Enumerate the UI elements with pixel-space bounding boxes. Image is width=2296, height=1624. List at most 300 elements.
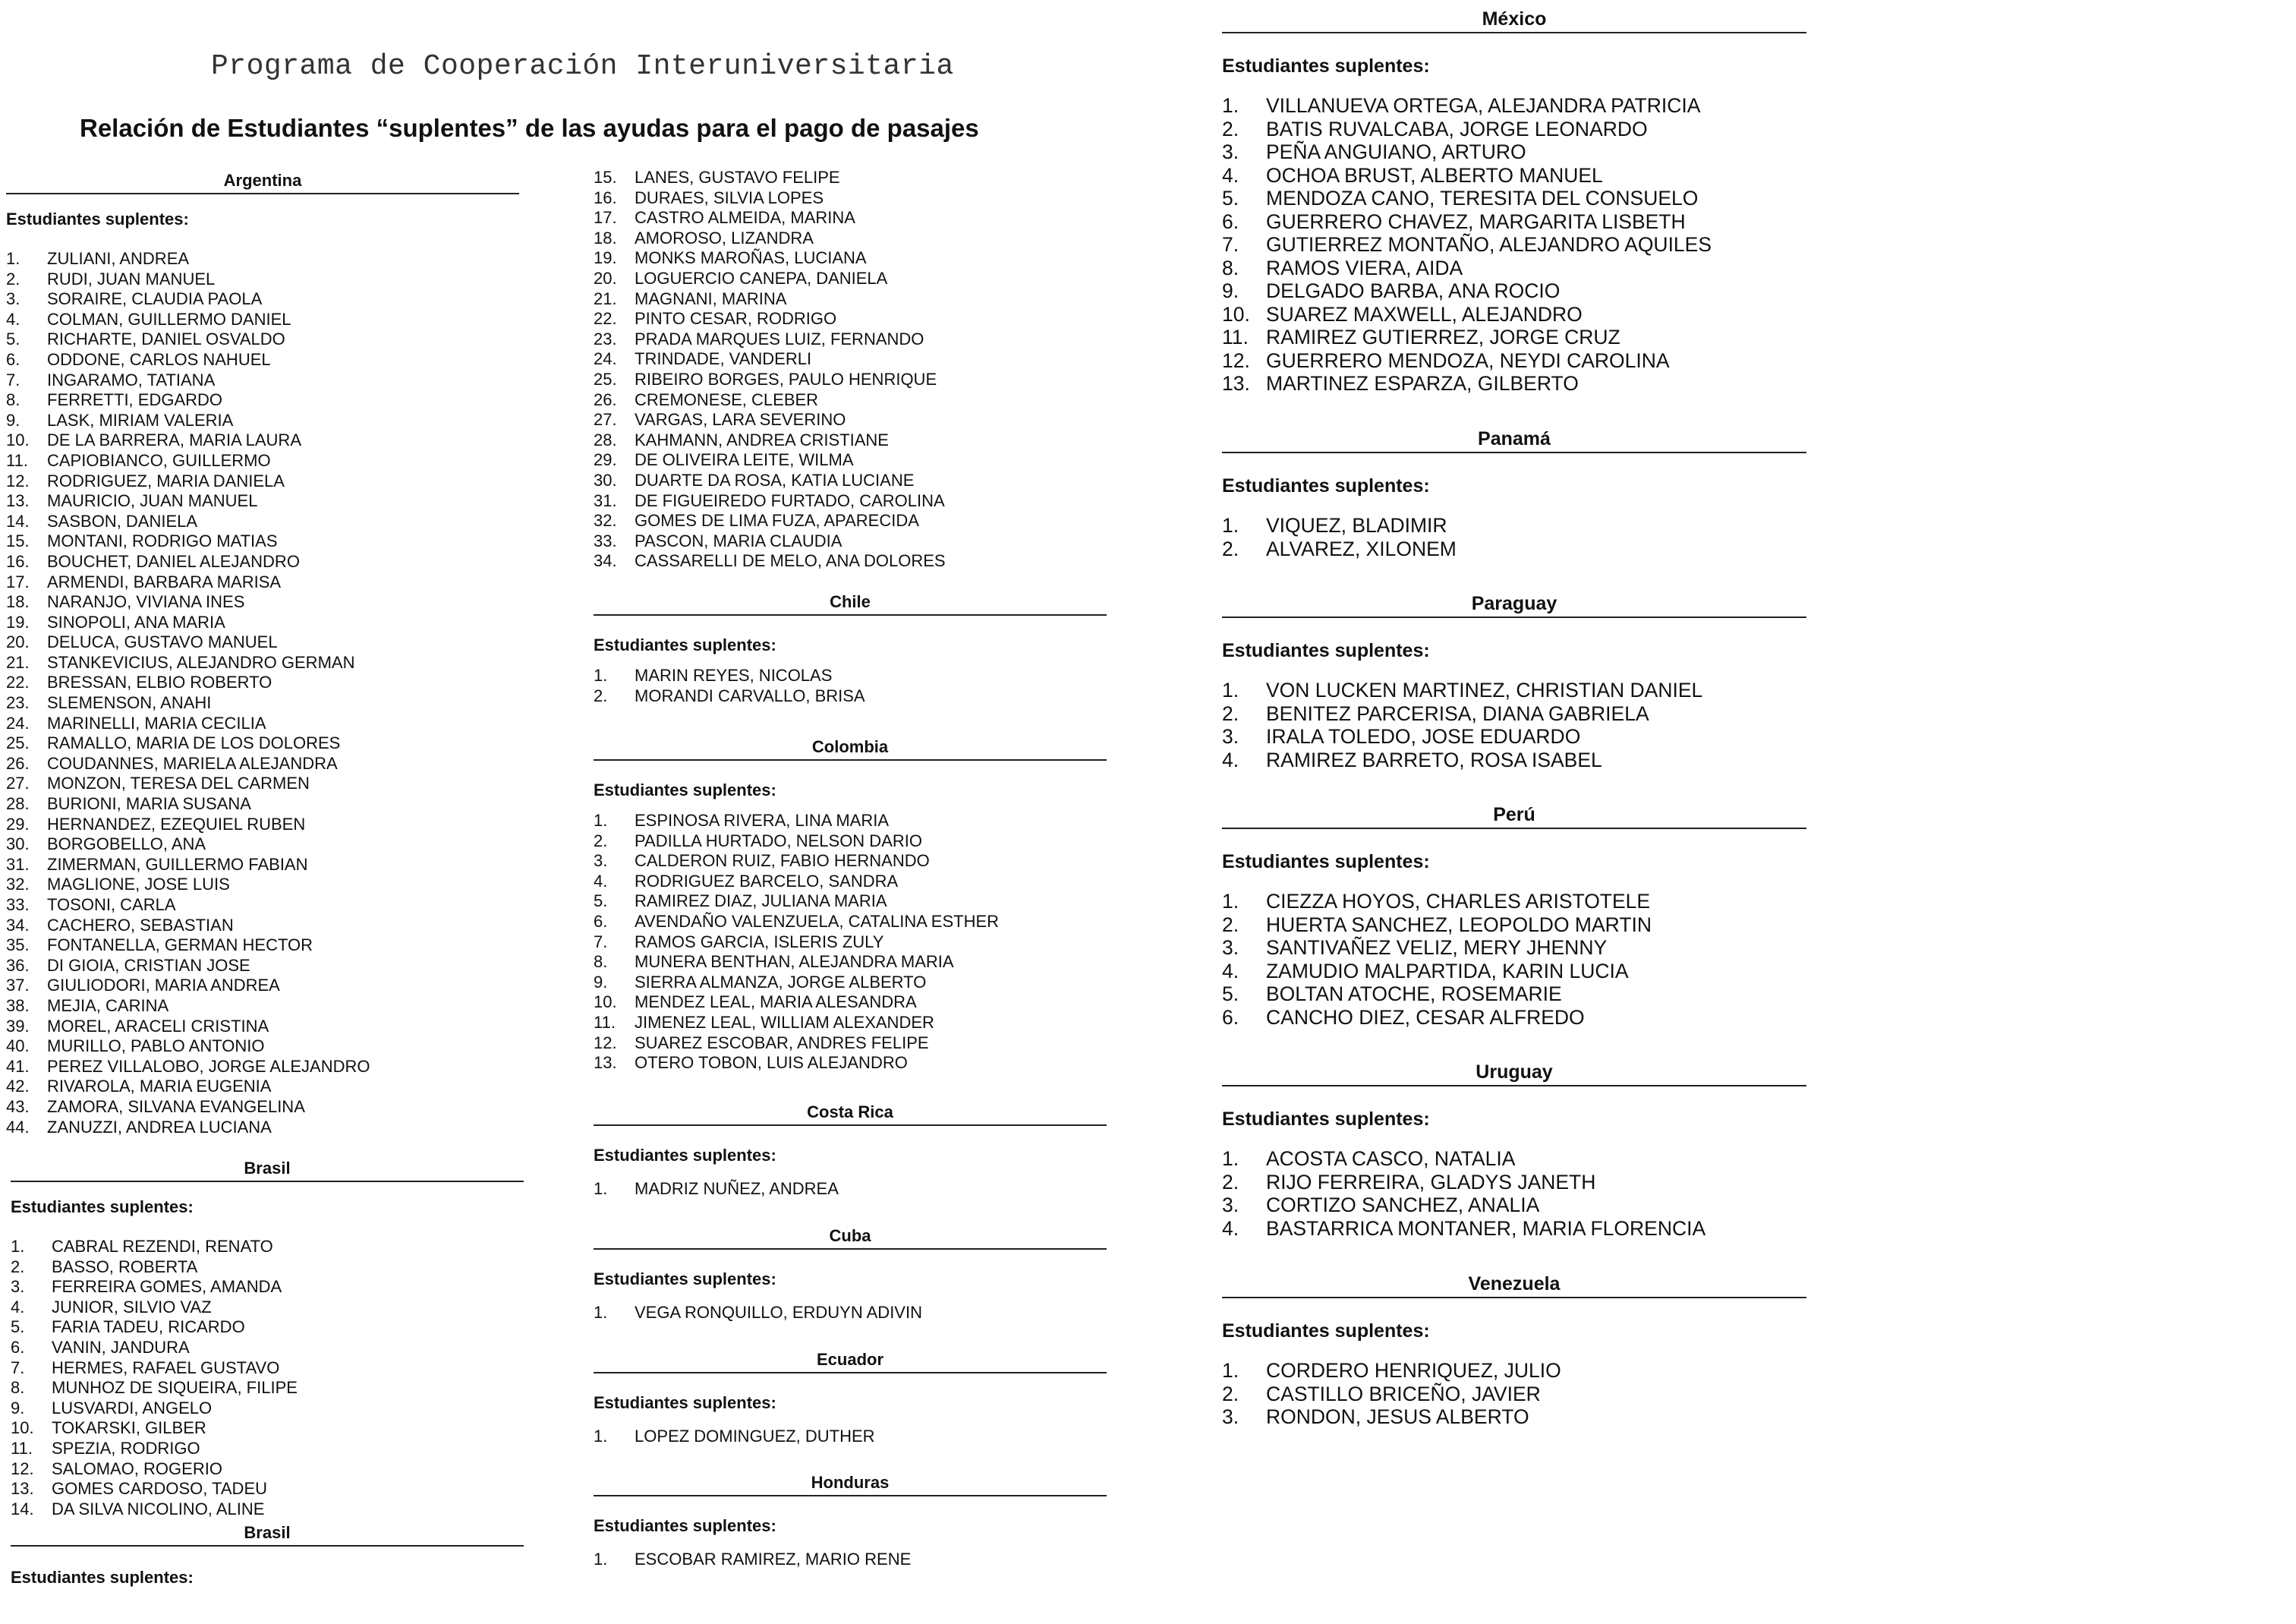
item-number: 17.	[594, 208, 617, 228]
item-number: 41.	[6, 1056, 30, 1076]
student-name: FARIA TADEU, RICARDO	[52, 1317, 245, 1337]
student-name: VEGA RONQUILLO, ERDUYN ADIVIN	[635, 1303, 922, 1322]
item-number: 7.	[11, 1358, 25, 1377]
list-item	[6, 451, 519, 471]
substitutes-label: Estudiantes suplentes:	[594, 780, 776, 799]
student-name: GUTIERREZ MONTAÑO, ALEJANDRO AQUILES	[1266, 233, 1712, 256]
student-list	[1222, 1359, 1806, 1429]
item-number: 36.	[6, 955, 30, 975]
item-number: 6.	[1222, 1005, 1239, 1029]
list-item	[11, 1378, 524, 1399]
list-item	[1222, 960, 1806, 983]
list-item	[594, 811, 1107, 831]
list-item	[6, 1097, 519, 1118]
list-item	[594, 491, 1107, 512]
student-name: STANKEVICIUS, ALEJANDRO GERMAN	[47, 652, 355, 672]
list-item	[1222, 725, 1806, 749]
student-list	[594, 666, 1107, 706]
student-name: SUAREZ MAXWELL, ALEJANDRO	[1266, 302, 1583, 326]
list-item	[1222, 279, 1806, 303]
student-name: LASK, MIRIAM VALERIA	[47, 410, 234, 430]
student-name: RIBEIRO BORGES, PAULO HENRIQUE	[635, 369, 937, 389]
list-item	[6, 270, 519, 290]
list-item	[6, 815, 519, 835]
list-item	[6, 653, 519, 673]
item-number: 8.	[1222, 256, 1239, 279]
list-item	[6, 1118, 519, 1138]
substitutes-label: Estudiantes suplentes:	[1222, 475, 1430, 497]
item-number: 6.	[594, 911, 608, 931]
list-item	[6, 430, 519, 451]
student-name: SASBON, DANIELA	[47, 511, 198, 531]
list-item	[1222, 140, 1806, 164]
student-name: DA SILVA NICOLINO, ALINE	[52, 1499, 265, 1518]
student-name: MARTINEZ ESPARZA, GILBERTO	[1266, 372, 1579, 395]
item-number: 1.	[1222, 679, 1239, 702]
section-argentina	[6, 170, 519, 1137]
item-number: 4.	[1222, 1216, 1239, 1240]
list-item	[11, 1257, 524, 1278]
item-number: 32.	[6, 875, 30, 894]
item-number: 4.	[6, 309, 20, 329]
country-heading: México	[1222, 8, 1806, 33]
student-name: MARINELLI, MARIA CECILIA	[47, 713, 266, 733]
list-item	[1222, 164, 1806, 188]
country-heading: Uruguay	[1222, 1061, 1806, 1086]
item-number: 20.	[6, 632, 30, 652]
item-number: 30.	[6, 834, 30, 854]
list-item	[1222, 1217, 1806, 1241]
item-number: 31.	[594, 490, 617, 510]
item-number: 23.	[6, 693, 30, 713]
item-number: 1.	[594, 811, 608, 830]
item-number: 1.	[594, 1179, 608, 1198]
item-number: 37.	[6, 976, 30, 995]
student-name: PASCON, MARIA CLAUDIA	[635, 531, 842, 550]
item-number: 10.	[1222, 302, 1250, 326]
item-number: 10.	[6, 430, 30, 450]
student-name: DI GIOIA, CRISTIAN JOSE	[47, 955, 250, 975]
section-chile	[594, 591, 1107, 706]
item-number: 24.	[594, 349, 617, 369]
item-number: 4.	[11, 1297, 25, 1317]
student-name: INGARAMO, TATIANA	[47, 370, 216, 389]
item-number: 1.	[1222, 1147, 1239, 1170]
list-item	[594, 952, 1107, 973]
list-item	[6, 471, 519, 492]
item-number: 6.	[6, 349, 20, 369]
list-item	[6, 693, 519, 714]
item-number: 3.	[1222, 725, 1239, 748]
list-item	[11, 1277, 524, 1298]
item-number: 5.	[6, 330, 20, 349]
item-number: 1.	[6, 249, 20, 268]
item-number: 38.	[6, 995, 30, 1015]
list-item	[594, 666, 1107, 686]
student-name: MONTANI, RODRIGO MATIAS	[47, 531, 278, 551]
student-name: RIVAROLA, MARIA EUGENIA	[47, 1077, 272, 1096]
list-item	[594, 551, 1107, 572]
page-title: Relación de Estudiantes “suplentes” de las ayudas para el pago de pasajes	[80, 114, 979, 142]
section-brasil	[11, 1158, 524, 1519]
item-number: 4.	[1222, 748, 1239, 771]
student-name: ALVAREZ, XILONEM	[1266, 537, 1457, 560]
student-name: VON LUCKEN MARTINEZ, CHRISTIAN DANIEL	[1266, 679, 1703, 702]
list-item	[6, 794, 519, 815]
country-heading: Honduras	[594, 1472, 1107, 1496]
list-item	[6, 855, 519, 875]
section-brasil-repeat	[11, 1522, 524, 1588]
country-heading: Brasil	[11, 1522, 524, 1547]
item-number: 3.	[594, 851, 608, 871]
list-item	[594, 330, 1107, 350]
item-number: 28.	[6, 794, 30, 814]
item-number: 5.	[1222, 982, 1239, 1005]
section-panama	[1222, 427, 1806, 560]
list-item	[594, 229, 1107, 249]
list-item	[6, 632, 519, 653]
item-number: 2.	[594, 686, 608, 705]
list-item	[6, 491, 519, 512]
student-name: SANTIVAÑEZ VELIZ, MERY JHENNY	[1266, 936, 1608, 959]
item-number: 12.	[11, 1458, 34, 1478]
list-item	[11, 1358, 524, 1379]
item-number: 3.	[1222, 140, 1239, 163]
list-item	[1222, 372, 1806, 396]
section-costa-rica	[594, 1102, 1107, 1200]
student-name: RIJO FERREIRA, GLADYS JANETH	[1266, 1170, 1596, 1194]
student-name: GIULIODORI, MARIA ANDREA	[47, 976, 280, 995]
list-item	[1222, 1405, 1806, 1429]
item-number: 33.	[6, 895, 30, 914]
item-number: 40.	[6, 1036, 30, 1056]
item-number: 4.	[1222, 163, 1239, 187]
list-item	[1222, 233, 1806, 257]
list-item	[1222, 257, 1806, 280]
student-list	[594, 811, 1107, 1074]
student-name: ARMENDI, BARBARA MARISA	[47, 572, 282, 591]
student-name: HERMES, RAFAEL GUSTAVO	[52, 1358, 280, 1377]
list-item	[6, 1017, 519, 1037]
item-number: 44.	[6, 1117, 30, 1137]
item-number: 21.	[594, 289, 617, 308]
item-number: 14.	[11, 1499, 34, 1518]
student-name: GOMES CARDOSO, TADEU	[52, 1479, 268, 1499]
student-name: MOREL, ARACELI CRISTINA	[47, 1016, 269, 1036]
student-name: CACHERO, SEBASTIAN	[47, 915, 234, 935]
list-item	[6, 249, 519, 270]
list-item	[6, 673, 519, 693]
item-number: 25.	[594, 369, 617, 389]
student-name: DE LA BARRERA, MARIA LAURA	[47, 430, 301, 450]
student-name: GUERRERO CHAVEZ, MARGARITA LISBETH	[1266, 210, 1686, 233]
student-list	[594, 1427, 1107, 1447]
country-heading: Perú	[1222, 803, 1806, 829]
list-item	[594, 248, 1107, 269]
item-number: 30.	[594, 470, 617, 490]
student-name: MONKS MAROÑAS, LUCIANA	[635, 248, 867, 268]
item-number: 2.	[1222, 702, 1239, 725]
student-name: ACOSTA CASCO, NATALIA	[1266, 1147, 1516, 1170]
list-item	[594, 1033, 1107, 1054]
item-number: 2.	[594, 831, 608, 850]
student-name: PEÑA ANGUIANO, ARTURO	[1266, 140, 1526, 163]
list-item	[6, 350, 519, 371]
item-number: 20.	[594, 268, 617, 288]
student-name: MUNERA BENTHAN, ALEJANDRA MARIA	[635, 952, 954, 972]
student-name: TOKARSKI, GILBER	[52, 1418, 206, 1438]
student-name: RODRIGUEZ BARCELO, SANDRA	[635, 871, 899, 891]
list-item	[594, 973, 1107, 993]
item-number: 11.	[594, 1012, 616, 1032]
list-item	[11, 1418, 524, 1439]
student-name: VILLANUEVA ORTEGA, ALEJANDRA PATRICIA	[1266, 94, 1701, 117]
list-item	[1222, 349, 1806, 373]
section-uruguay	[1222, 1061, 1806, 1240]
list-item	[594, 309, 1107, 330]
item-number: 1.	[594, 666, 608, 685]
list-item	[1222, 679, 1806, 702]
student-name: RAMALLO, MARIA DE LOS DOLORES	[47, 733, 341, 753]
country-heading: Brasil	[11, 1158, 524, 1182]
item-number: 19.	[6, 612, 30, 632]
student-name: AMOROSO, LIZANDRA	[635, 228, 814, 248]
country-heading: Venezuela	[1222, 1272, 1806, 1298]
student-name: ZULIANI, ANDREA	[47, 249, 190, 268]
student-name: RAMIREZ BARRETO, ROSA ISABEL	[1266, 748, 1602, 771]
student-name: CANCHO DIEZ, CESAR ALFREDO	[1266, 1005, 1585, 1029]
student-name: SALOMAO, ROGERIO	[52, 1458, 222, 1478]
student-name: RODRIGUEZ, MARIA DANIELA	[47, 471, 285, 490]
item-number: 4.	[1222, 959, 1239, 982]
item-number: 19.	[594, 248, 617, 268]
item-number: 11.	[11, 1438, 33, 1458]
student-list	[594, 1179, 1107, 1200]
student-name: ESPINOSA RIVERA, LINA MARIA	[635, 811, 889, 830]
list-item	[594, 891, 1107, 912]
list-item	[594, 1013, 1107, 1033]
list-item	[1222, 749, 1806, 772]
student-name: AVENDAÑO VALENZUELA, CATALINA ESTHER	[635, 911, 1000, 931]
student-name: SLEMENSON, ANAHI	[47, 693, 212, 713]
student-list	[11, 1237, 524, 1519]
list-item	[594, 992, 1107, 1013]
item-number: 34.	[594, 551, 617, 571]
list-item	[11, 1479, 524, 1499]
student-name: BURIONI, MARIA SUSANA	[47, 794, 251, 814]
list-item	[6, 976, 519, 996]
country-heading: Argentina	[6, 170, 519, 194]
item-number: 34.	[6, 915, 30, 935]
student-name: SIERRA ALMANZA, JORGE ALBERTO	[635, 972, 927, 992]
list-item	[1222, 94, 1806, 118]
student-name: ZAMORA, SILVANA EVANGELINA	[47, 1096, 305, 1116]
item-number: 12.	[6, 471, 30, 490]
list-item	[6, 310, 519, 330]
student-name: MURILLO, PABLO ANTONIO	[47, 1036, 265, 1056]
item-number: 3.	[1222, 1405, 1239, 1428]
list-item	[594, 370, 1107, 390]
item-number: 2.	[1222, 913, 1239, 936]
substitutes-label: Estudiantes suplentes:	[594, 635, 776, 654]
country-heading: Paraguay	[1222, 592, 1806, 618]
list-item	[1222, 936, 1806, 960]
list-item	[11, 1237, 524, 1257]
substitutes-label: Estudiantes suplentes:	[1222, 640, 1430, 661]
list-item	[1222, 1171, 1806, 1194]
substitutes-label: Estudiantes suplentes:	[1222, 1320, 1430, 1342]
section-brasil-continued	[594, 168, 1107, 572]
student-name: RAMOS GARCIA, ISLERIS ZULY	[635, 932, 884, 951]
item-number: 26.	[6, 753, 30, 773]
list-item	[6, 390, 519, 411]
item-number: 5.	[1222, 187, 1239, 210]
item-number: 18.	[6, 592, 30, 612]
item-number: 4.	[594, 871, 608, 891]
list-item	[1222, 1147, 1806, 1171]
student-name: CORTIZO SANCHEZ, ANALIA	[1266, 1194, 1540, 1216]
student-name: CORDERO HENRIQUEZ, JULIO	[1266, 1359, 1561, 1382]
list-item	[1222, 702, 1806, 726]
item-number: 31.	[6, 854, 30, 874]
country-heading: Costa Rica	[594, 1102, 1107, 1126]
list-item	[1222, 1383, 1806, 1406]
list-item	[594, 471, 1107, 491]
section-peru	[1222, 803, 1806, 1029]
item-number: 14.	[6, 511, 30, 531]
list-item	[6, 916, 519, 936]
student-name: SUAREZ ESCOBAR, ANDRES FELIPE	[635, 1033, 929, 1052]
student-name: PINTO CESAR, RODRIGO	[635, 309, 837, 329]
student-name: CALDERON RUIZ, FABIO HERNANDO	[635, 851, 930, 871]
student-name: PEREZ VILLALOBO, JORGE ALEJANDRO	[47, 1056, 370, 1076]
item-number: 5.	[594, 891, 608, 911]
student-list	[594, 1303, 1107, 1323]
item-number: 2.	[1222, 117, 1239, 140]
item-number: 18.	[594, 228, 617, 248]
student-name: BATIS RUVALCABA, JORGE LEONARDO	[1266, 117, 1648, 140]
student-list	[594, 168, 1107, 572]
list-item	[11, 1317, 524, 1338]
list-item	[6, 834, 519, 855]
student-name: VARGAS, LARA SEVERINO	[635, 410, 846, 430]
student-name: OCHOA BRUST, ALBERTO MANUEL	[1266, 163, 1603, 187]
list-item	[594, 188, 1107, 209]
student-list	[1222, 1147, 1806, 1240]
student-name: MARIN REYES, NICOLAS	[635, 666, 833, 685]
student-name: CABRAL REZENDI, RENATO	[52, 1237, 273, 1256]
list-item	[594, 349, 1107, 370]
list-item	[6, 714, 519, 734]
country-heading: Cuba	[594, 1225, 1107, 1250]
list-item	[594, 912, 1107, 932]
student-name: BORGOBELLO, ANA	[47, 834, 206, 854]
list-item	[594, 390, 1107, 411]
student-name: JIMENEZ LEAL, WILLIAM ALEXANDER	[635, 1012, 934, 1032]
student-name: RAMOS VIERA, AIDA	[1266, 256, 1463, 279]
student-name: CREMONESE, CLEBER	[635, 389, 819, 409]
list-item	[594, 686, 1107, 707]
list-item	[6, 552, 519, 572]
list-item	[6, 1036, 519, 1057]
student-name: MUNHOZ DE SIQUEIRA, FILIPE	[52, 1378, 298, 1398]
list-item	[594, 531, 1107, 552]
list-item	[11, 1459, 524, 1480]
list-item	[6, 572, 519, 593]
student-name: BRESSAN, ELBIO ROBERTO	[47, 673, 272, 692]
list-item	[594, 1179, 1107, 1200]
item-number: 1.	[11, 1237, 25, 1256]
list-item	[6, 531, 519, 552]
list-item	[11, 1439, 524, 1459]
item-number: 11.	[6, 450, 28, 470]
item-number: 33.	[594, 531, 617, 550]
item-number: 1.	[594, 1550, 608, 1569]
student-name: CIEZZA HOYOS, CHARLES ARISTOTELE	[1266, 890, 1651, 913]
list-item	[594, 932, 1107, 953]
item-number: 26.	[594, 389, 617, 409]
list-item	[6, 411, 519, 431]
student-name: FONTANELLA, GERMAN HECTOR	[47, 935, 313, 955]
item-number: 5.	[11, 1317, 25, 1337]
student-name: ZIMERMAN, GUILLERMO FABIAN	[47, 854, 308, 874]
list-item	[1222, 303, 1806, 326]
student-name: LUSVARDI, ANGELO	[52, 1398, 213, 1417]
student-name: KAHMANN, ANDREA CRISTIANE	[635, 430, 889, 449]
item-number: 35.	[6, 935, 30, 955]
list-item	[594, 410, 1107, 430]
item-number: 16.	[594, 188, 617, 207]
student-name: MONZON, TERESA DEL CARMEN	[47, 774, 310, 793]
list-item	[1222, 1194, 1806, 1217]
item-number: 1.	[1222, 94, 1239, 117]
student-name: NARANJO, VIVIANA INES	[47, 592, 245, 612]
student-name: HUERTA SANCHEZ, LEOPOLDO MARTIN	[1266, 913, 1652, 936]
item-number: 3.	[1222, 936, 1239, 959]
section-honduras	[594, 1472, 1107, 1570]
item-number: 1.	[1222, 514, 1239, 537]
country-heading: Panamá	[1222, 427, 1806, 453]
list-item	[1222, 187, 1806, 210]
substitutes-label: Estudiantes suplentes:	[11, 1197, 194, 1216]
student-name: ODDONE, CARLOS NAHUEL	[47, 349, 271, 369]
country-heading: Ecuador	[594, 1349, 1107, 1373]
item-number: 12.	[594, 1033, 617, 1052]
item-number: 8.	[11, 1378, 25, 1398]
student-name: VANIN, JANDURA	[52, 1337, 190, 1357]
list-item	[1222, 538, 1806, 561]
section-ecuador	[594, 1349, 1107, 1447]
list-item	[6, 754, 519, 774]
student-name: DURAES, SILVIA LOPES	[635, 188, 824, 207]
student-name: BOLTAN ATOCHE, ROSEMARIE	[1266, 982, 1562, 1005]
section-mexico	[1222, 8, 1806, 396]
item-number: 23.	[594, 329, 617, 348]
student-list	[1222, 94, 1806, 396]
list-item	[1222, 118, 1806, 141]
list-item	[6, 733, 519, 754]
student-name: BENITEZ PARCERISA, DIANA GABRIELA	[1266, 702, 1649, 725]
list-item	[1222, 1006, 1806, 1030]
item-number: 15.	[6, 531, 30, 551]
student-name: GUERRERO MENDOZA, NEYDI CAROLINA	[1266, 348, 1670, 372]
list-item	[6, 996, 519, 1017]
country-heading: Colombia	[594, 736, 1107, 761]
student-name: CAPIOBIANCO, GUILLERMO	[47, 450, 271, 470]
list-item	[1222, 1359, 1806, 1383]
list-item	[11, 1298, 524, 1318]
list-item	[1222, 913, 1806, 937]
